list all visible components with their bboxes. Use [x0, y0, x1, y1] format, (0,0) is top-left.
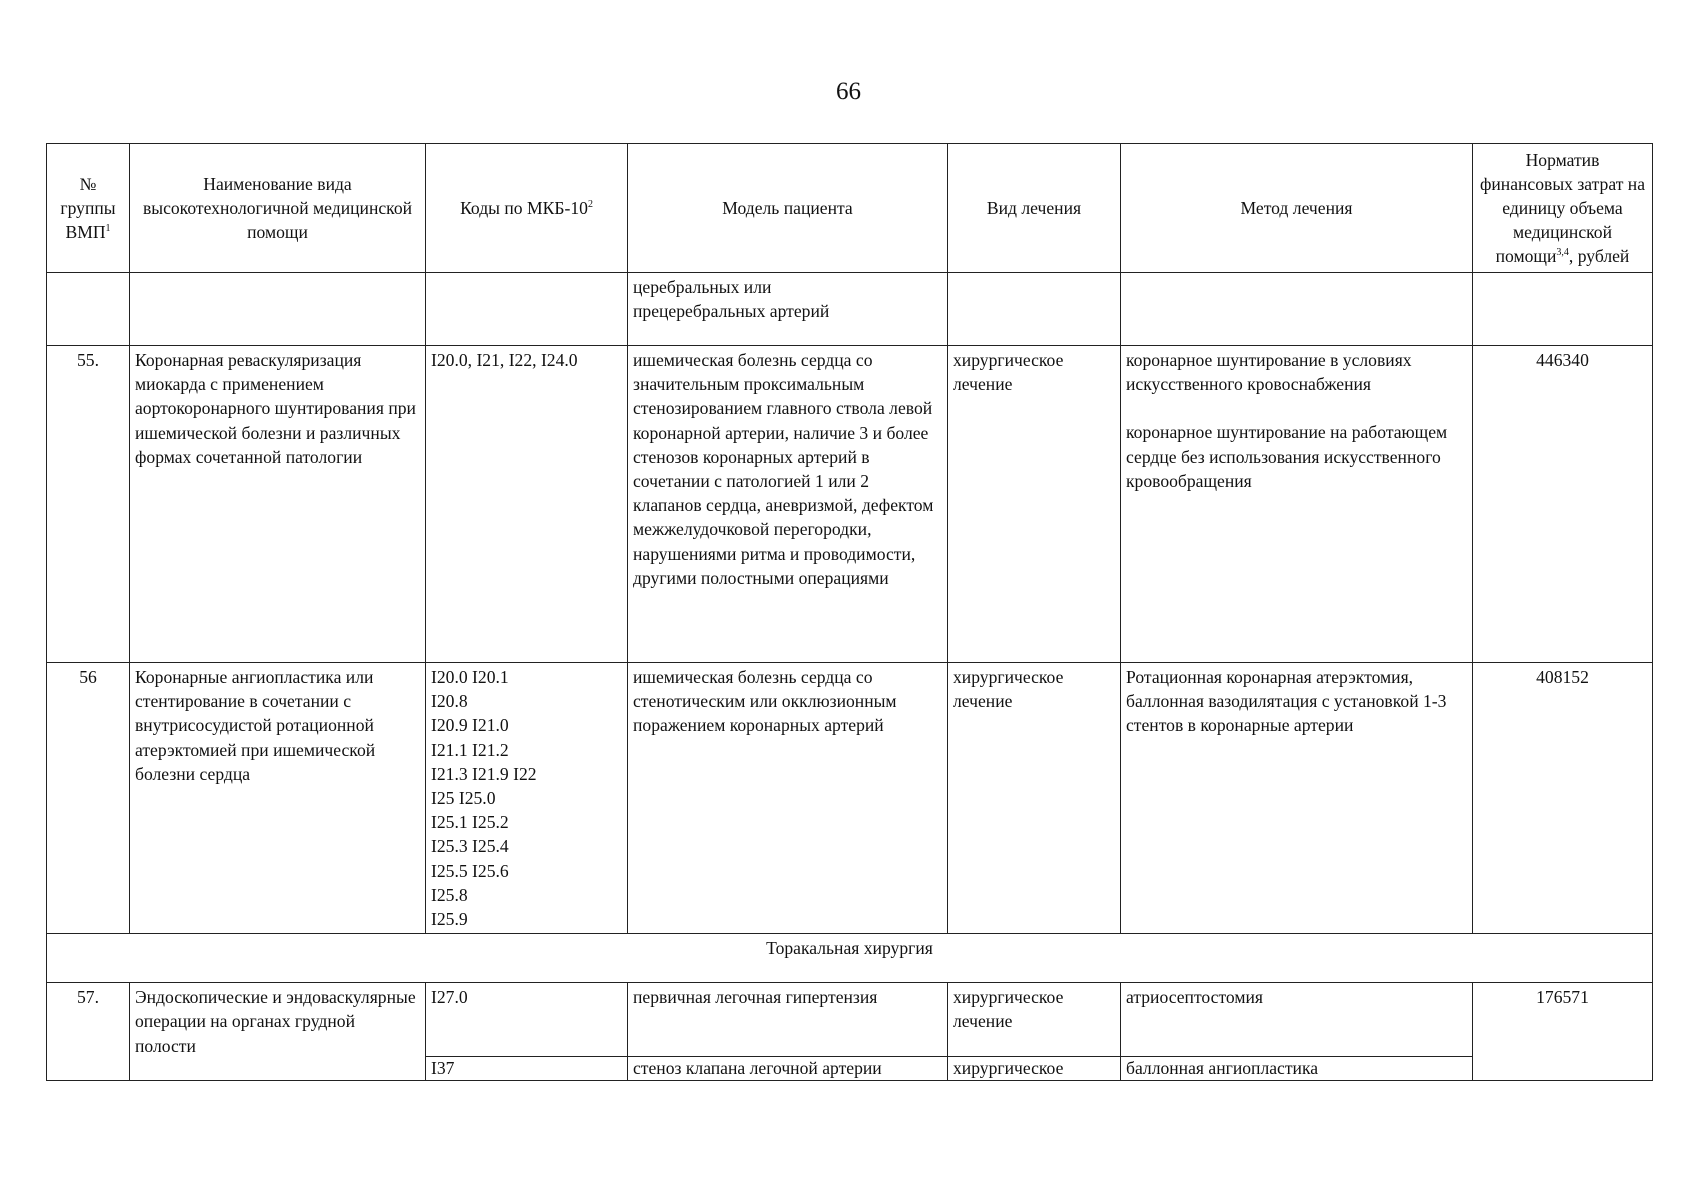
- header-icd-codes: Коды по МКБ-$10^2$: [426, 144, 628, 273]
- cell-patient-model: стеноз клапана легочной артерии: [628, 1057, 948, 1081]
- cell-care-name: Эндоскопические и эндоваскулярные операции на органах грудной полости: [130, 983, 426, 1081]
- cell-group-number: 55.: [47, 346, 130, 663]
- cell-group-number: 56: [47, 663, 130, 934]
- method-text: коронарное шунтирование на работающем сердце без использования искусственного кровообращения: [1126, 422, 1448, 491]
- cell-icd-codes: I27.0: [426, 983, 628, 1057]
- method-text: коронарное шунтирование в условиях искусственного кровоснабжения: [1126, 350, 1412, 395]
- cell-empty: [130, 273, 426, 346]
- section-row: [47, 934, 1653, 983]
- header-care-name: Наименование вида высокотехнологичной медицинской помощи: [130, 144, 426, 273]
- cell-cost: 408152: [1473, 663, 1653, 934]
- cell-empty: [426, 273, 628, 346]
- cell-icd-codes: I20.0, I21, I22, I24.0: [426, 346, 628, 663]
- cell-empty: [1121, 273, 1473, 346]
- cell-group-number: 57.: [47, 983, 130, 1081]
- cell-treatment-method: атриосептостомия: [1121, 983, 1473, 1057]
- cell-empty: [948, 273, 1121, 346]
- cell-patient-model: ишемическая болезнь сердца со значительным проксимальным стенозированием главного ствола левой коронарной артерии, наличие 3 и более стенозов коронарных артерий в сочетании с патологией 1 или 2 клапанов сердца, аневризмой, дефектом межжелудочковой перегородки, нарушениями ритма и проводимости, другими полостными операциями: [628, 346, 948, 663]
- cell-care-name: Коронарные ангиопластика или стентирование в сочетании с внутрисосудистой ротационной атерэктомией при ишемической болезни сердца: [130, 663, 426, 934]
- header-treatment-method: Метод лечения: [1121, 144, 1473, 273]
- table-row-continuation: [47, 273, 1653, 346]
- page-number: 66: [836, 78, 861, 105]
- cell-treatment-type: хирургическое: [948, 1057, 1121, 1081]
- cell-treatment-type: хирургическое лечение: [948, 983, 1121, 1057]
- cell-patient-model: церебральных или прецеребральных артерий: [628, 273, 948, 346]
- header-treatment-type: Вид лечения: [948, 144, 1121, 273]
- cell-patient-model: ишемическая болезнь сердца со стенотическим или окклюзионным поражением коронарных артерий: [628, 663, 948, 934]
- section-title: Торакальная хирургия: [47, 934, 1653, 983]
- header-row: [47, 144, 1653, 273]
- cell-treatment-method: Ротационная коронарная атерэктомия, баллонная вазодилятация с установкой 1-3 стентов в коронарные артерии: [1121, 663, 1473, 934]
- cell-cost: 176571: [1473, 983, 1653, 1081]
- header-cost-standard: Норматив финансовых затрат на единицу объема медицинской помощи$^{3,4}$, рублей: [1473, 144, 1653, 273]
- cell-cost: 446340: [1473, 346, 1653, 663]
- cell-empty: [47, 273, 130, 346]
- table-row-56: [47, 663, 1653, 934]
- table-row-55: [47, 346, 1653, 663]
- vmp-table: [46, 143, 1653, 1081]
- cell-empty: [1473, 273, 1653, 346]
- header-group-number: № группы ВМП$^1$: [47, 144, 130, 273]
- cell-treatment-type: хирургическое лечение: [948, 346, 1121, 663]
- cell-treatment-method: баллонная ангиопластика: [1121, 1057, 1473, 1081]
- header-patient-model: Модель пациента: [628, 144, 948, 273]
- cell-icd-codes: I37: [426, 1057, 628, 1081]
- cell-icd-codes: I20.0 I20.1 I20.8 I20.9 I21.0 I21.1 I21.2 I21.3 I21.9 I22 I25 I25.0 I25.1 I25.2 I25.3 I25.4 I25.5 I25.6 I25.8 I25.9: [426, 663, 628, 934]
- table-row-57: [47, 983, 1653, 1057]
- cell-treatment-method: [1121, 346, 1473, 663]
- cell-treatment-type: хирургическое лечение: [948, 663, 1121, 934]
- cell-patient-model: первичная легочная гипертензия: [628, 983, 948, 1057]
- cell-care-name: Коронарная реваскуляризация миокарда с применением аортокоронарного шунтирования при ишемической болезни и различных формах сочетанной патологии: [130, 346, 426, 663]
